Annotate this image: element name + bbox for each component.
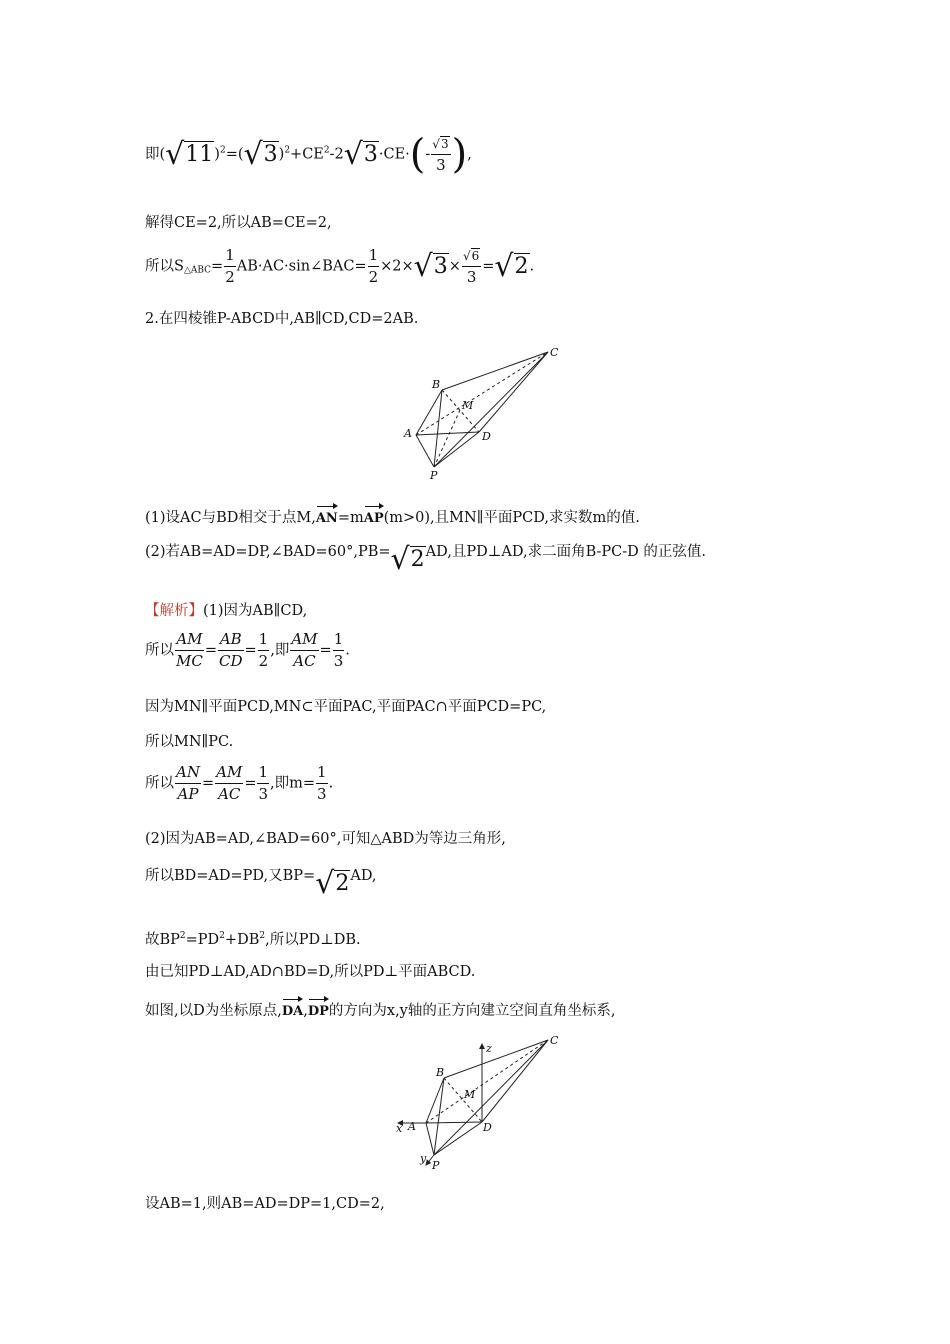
fraction: $\frac{√6}{3}$ <box>462 249 480 286</box>
vector-AP: AP <box>364 503 384 529</box>
label-A: A <box>408 1120 416 1133</box>
label-D: D <box>482 430 491 443</box>
sqrt-2: √2 <box>494 248 529 284</box>
label-C: C <box>550 346 559 359</box>
label-z: z <box>486 1042 492 1055</box>
text-line: 所以MN∥PC. <box>145 734 234 750</box>
text-line-pythag: 故$BP^2=PD^2+DB^2$,所以PD⊥DB. <box>145 931 361 948</box>
label-B: B <box>436 1066 445 1079</box>
label-C: C <box>550 1034 559 1047</box>
label-M: M <box>464 1088 476 1101</box>
equation-line-1: 即$(√11)^2=(√3)^2+CE^2-2√3\cdot CE\cdot(-$ $\frac{√3}{3}$ ), <box>145 131 472 178</box>
equation-line-3: 所以$S_{\triangle ABC}=$ $\frac{1}{2}$ AB·AC·sin∠BAC= $\frac{1}{2}$ ×2×√3× $\frac{√6}{3}$ =√2. <box>145 246 535 286</box>
label-D: D <box>483 1121 492 1134</box>
text-line: 解得CE=2,所以AB=CE=2, <box>145 215 332 231</box>
fraction: $\frac{AM}{AC}$ <box>216 763 243 803</box>
ratio-line-2: 所以 $\frac{AN}{AP}$ = $\frac{AM}{AC}$ = $\frac{1}{3}$ ,即m= $\frac{1}{3}$ . <box>145 763 334 803</box>
fraction: $\frac{1}{3}$ <box>333 630 344 670</box>
sqrt-3: √3 <box>343 136 378 172</box>
label-B: B <box>432 378 441 391</box>
vector-DA: DA <box>282 996 303 1022</box>
problem-statement: 2.在四棱锥P-ABCD中,AB∥CD,CD=2AB. <box>145 311 419 327</box>
question-1: (1)设AC与BD相交于点M,AN=mAP(m>0),且MN∥平面PCD,求实数m的值. <box>145 503 640 529</box>
fraction: $\frac{1}{3}$ <box>317 763 327 803</box>
label-A: A <box>404 427 412 440</box>
question-2: (2)若AB=AD=DP,∠BAD=60°,PB=√2AD,且PD⊥AD,求二面角B-PC-D 的正弦值. <box>145 542 706 577</box>
fraction: $\frac{1}{3}$ <box>258 763 269 803</box>
label-P: P <box>430 469 438 482</box>
text-line: 因为MN∥平面PCD,MN⊂平面PAC,平面PAC∩平面PCD=PC, <box>145 699 547 715</box>
text-line: (2)因为AB=AD,∠BAD=60°,可知△ABD为等边三角形, <box>145 831 506 847</box>
text-line: 由已知PD⊥AD,AD∩BD=D,所以PD⊥平面ABCD. <box>145 964 476 980</box>
solution-start: 【解析】(1)因为AB∥CD, <box>145 603 308 619</box>
sqrt-2: √2 <box>315 866 350 901</box>
ratio-line-1: 所以 $\frac{AM}{MC}$ = $\frac{AB}{CD}$ = $\frac{1}{2}$ ,即 $\frac{AM}{AC}$ = $\frac{1}{3}$ . <box>145 630 350 670</box>
label-y: y <box>420 1152 427 1165</box>
fraction: $\frac{AN}{AP}$ <box>176 763 200 803</box>
sqrt-3: √3 <box>243 136 278 172</box>
text-line: 设AB=1,则AB=AD=DP=1,CD=2, <box>145 1196 385 1212</box>
fraction: $\frac{√3}{3}$ <box>432 137 449 174</box>
fraction: $\frac{1}{2}$ <box>368 246 379 286</box>
vector-DP: DP <box>308 996 329 1022</box>
fraction: $\frac{1}{2}$ <box>225 246 235 286</box>
label-x: x <box>396 1122 403 1135</box>
fraction: $\frac{AB}{CD}$ <box>219 630 243 670</box>
fraction: $\frac{AM}{MC}$ <box>176 630 203 670</box>
sqrt-3: √3 <box>413 248 448 284</box>
sqrt-11: √11 <box>165 136 214 172</box>
pyramid-figure-1 <box>390 340 570 485</box>
label-M: M <box>462 399 474 412</box>
fraction: $\frac{AM}{AC}$ <box>291 630 318 670</box>
sqrt-2: √2 <box>390 542 425 577</box>
pyramid-figure-2 <box>390 1028 570 1173</box>
text-line-bp: 所以BD=AD=PD,又BP=√2AD, <box>145 866 377 901</box>
label-P: P <box>432 1159 440 1172</box>
vector-AN: AN <box>316 503 338 529</box>
solution-tag: 【解析】 <box>145 603 203 619</box>
text-line-coords: 如图,以D为坐标原点,DA,DP的方向为x,y轴的正方向建立空间直角坐标系, <box>145 996 615 1022</box>
fraction: $\frac{1}{2}$ <box>258 630 269 670</box>
